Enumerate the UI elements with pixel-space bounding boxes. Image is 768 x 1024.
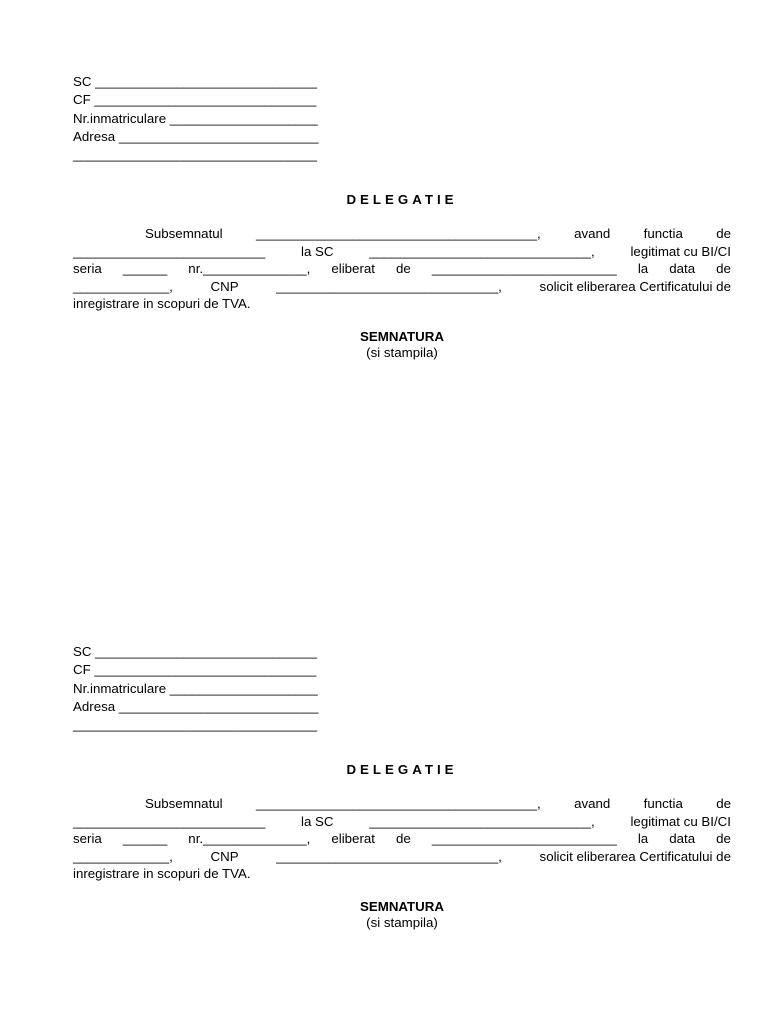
word: la SC	[300, 813, 334, 829]
word: la	[637, 261, 649, 277]
signature-subtitle: (si stampila)	[366, 345, 438, 361]
word: de	[716, 226, 731, 242]
word: data	[669, 831, 696, 847]
company-cf-field: CF ______________________________	[73, 662, 317, 678]
delegation-paragraph	[73, 795, 731, 883]
company-sc-field: SC ______________________________	[73, 644, 318, 659]
function-blank: __________________________	[73, 813, 266, 829]
word: de	[716, 796, 731, 812]
word: solicit eliberarea Certificatului de	[539, 278, 731, 294]
word: de	[716, 261, 731, 277]
paragraph-line-3	[73, 830, 731, 848]
date-blank: _____________,	[73, 278, 173, 294]
paragraph-line-2	[73, 813, 731, 831]
word: de	[396, 261, 411, 277]
word: seria	[73, 831, 102, 847]
delegation-form-1	[73, 73, 731, 362]
name-blank: ______________________________________,	[255, 796, 541, 812]
document-title: DELEGATIE	[346, 192, 458, 208]
signature-section	[73, 329, 731, 362]
word: functia	[643, 226, 683, 242]
word: Subsemnatul	[145, 226, 223, 242]
paragraph-line-2	[73, 243, 731, 261]
paragraph-line-5: inregistrare in scopuri de TVA.	[73, 866, 251, 882]
word: CNP	[210, 848, 239, 864]
issuer-blank: _________________________	[431, 831, 617, 847]
cnp-blank: ______________________________,	[276, 278, 502, 294]
word: eliberat	[331, 831, 375, 847]
company-blank: ______________________________,	[369, 243, 595, 259]
company-sc-field: SC ______________________________	[73, 74, 318, 89]
paragraph-line-5: inregistrare in scopuri de TVA.	[73, 296, 251, 312]
address-continuation-field: _________________________________	[73, 147, 318, 163]
address-continuation-field: _________________________________	[73, 717, 318, 733]
word: Subsemnatul	[145, 796, 223, 812]
word: de	[716, 831, 731, 847]
registration-number-field: Nr.inmatriculare ____________________	[73, 680, 318, 696]
number-blank: nr.______________,	[188, 261, 311, 277]
name-blank: ______________________________________,	[255, 226, 541, 242]
word: eliberat	[331, 261, 375, 277]
delegation-form-2	[73, 643, 731, 932]
word: functia	[643, 796, 683, 812]
signature-title: SEMNATURA	[360, 898, 444, 914]
word: avand	[574, 796, 611, 812]
signature-subtitle: (si stampila)	[366, 915, 438, 931]
word: CNP	[210, 278, 239, 294]
paragraph-line-3	[73, 260, 731, 278]
delegation-paragraph	[73, 225, 731, 313]
cnp-blank: ______________________________,	[276, 848, 502, 864]
word: legitimat cu BI/CI	[630, 813, 731, 829]
word: de	[396, 831, 411, 847]
registration-number-field: Nr.inmatriculare ____________________	[73, 110, 318, 126]
issuer-blank: _________________________	[431, 261, 617, 277]
signature-section	[73, 899, 731, 932]
word: avand	[574, 226, 611, 242]
signature-title: SEMNATURA	[360, 328, 444, 344]
paragraph-line-1	[73, 795, 731, 813]
function-blank: __________________________	[73, 243, 266, 259]
paragraph-line-4	[73, 848, 731, 866]
word: la SC	[300, 243, 334, 259]
word: la	[637, 831, 649, 847]
series-blank: ______	[122, 831, 168, 847]
number-blank: nr.______________,	[188, 831, 311, 847]
word: seria	[73, 261, 102, 277]
company-blank: ______________________________,	[369, 813, 595, 829]
word: solicit eliberarea Certificatului de	[539, 848, 731, 864]
word: legitimat cu BI/CI	[630, 243, 731, 259]
document-title: DELEGATIE	[346, 762, 458, 778]
series-blank: ______	[122, 261, 168, 277]
address-field: Adresa ___________________________	[73, 128, 319, 144]
date-blank: _____________,	[73, 848, 173, 864]
paragraph-line-1	[73, 225, 731, 243]
address-field: Adresa ___________________________	[73, 698, 319, 714]
paragraph-line-4	[73, 278, 731, 296]
company-cf-field: CF ______________________________	[73, 92, 317, 108]
word: data	[669, 261, 696, 277]
